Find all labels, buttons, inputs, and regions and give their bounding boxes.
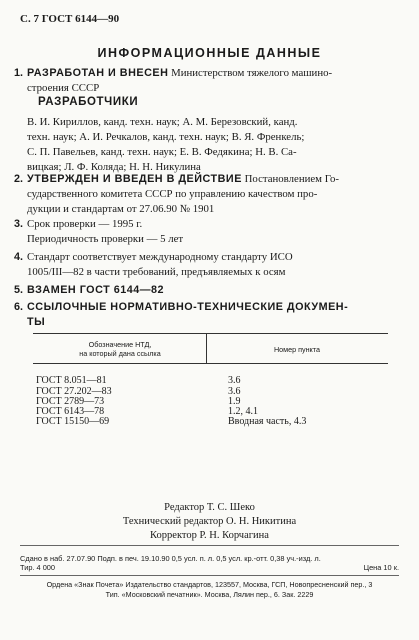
table-cell-item: 3.6 <box>228 386 241 397</box>
section-4 <box>14 250 399 280</box>
table-cell-document: ГОСТ 15150—69 <box>36 416 110 427</box>
section-number: 4. <box>14 251 24 263</box>
tech-editor-credit: Технический редактор О. Н. Никитина <box>122 516 297 527</box>
section-text: Постановлением Го- <box>244 173 339 185</box>
section-heading: ВЗАМЕН ГОСТ 6144—82 <box>27 284 165 296</box>
table-row <box>36 416 366 427</box>
imprint-bottom-rule <box>20 575 399 576</box>
developers-list <box>27 115 399 175</box>
imprint-line-1: Сдано в наб. 27.07.90 Подп. в печ. 19.10.90 0,5 усл. п. л. 0,5 усл. кр.-отт. 0,38 уч.-изд. л. <box>20 554 321 563</box>
publisher-line: Ордена «Знак Почета» Издательство стандартов, 123557, Москва, ГСП, Новопресненский пер., 3 <box>46 580 373 589</box>
page-header: С. 7 ГОСТ 6144—90 <box>20 13 120 25</box>
corrector-credit: Корректор Р. Н. Корчагина <box>150 530 269 541</box>
price: Цена 10 к. <box>363 563 399 572</box>
section-number: 3. <box>14 218 24 230</box>
table-row <box>36 375 366 386</box>
table-cell-document: ГОСТ 6143—78 <box>36 406 105 417</box>
section-number: 1. <box>14 67 24 79</box>
circulation: Тир. 4 000 <box>20 563 56 572</box>
section-text: Стандарт соответствует международному стандарту ИСО <box>27 251 293 263</box>
section-number: 6. <box>14 301 24 313</box>
imprint-line-2 <box>20 563 399 572</box>
review-date: Срок проверки — 1995 г. <box>27 218 143 230</box>
section-heading: ССЫЛОЧНЫЕ НОРМАТИВНО-ТЕХНИЧЕСКИЕ ДОКУМЕН- <box>27 301 349 313</box>
section-number: 5. <box>14 284 24 296</box>
imprint-top-rule <box>20 545 399 546</box>
section-5 <box>14 283 399 298</box>
section-text-line2: строения СССР <box>27 82 100 94</box>
table-header-line: на который дана ссылка <box>79 349 161 358</box>
table-cell-item: 1.9 <box>228 396 241 407</box>
printer-line: Тип. «Московский печатник». Москва, Лялин пер., 6. Зак. 2229 <box>105 590 314 599</box>
developers-line: техн. наук; А. И. Речкалов, канд. техн. наук; В. Я. Френкель; <box>27 131 305 143</box>
table-cell-item: 1.2, 4.1 <box>228 406 258 417</box>
section-text-line2: 1005/III—82 в части требований, предъявляемых к осям <box>27 266 286 278</box>
developers-line: С. П. Павельев, канд. техн. наук; Е. В. Федякина; Н. В. Са- <box>27 146 297 158</box>
section-heading-line2: ТЫ <box>27 316 46 328</box>
section-3 <box>14 217 399 247</box>
table-cell-item: Вводная часть, 4.3 <box>228 416 307 427</box>
section-heading: УТВЕРЖДЕН И ВВЕДЕН В ДЕЙСТВИЕ <box>27 173 242 185</box>
table-header-document <box>40 340 200 358</box>
table-cell-document: ГОСТ 27.202—83 <box>36 386 112 397</box>
developers-line: В. И. Кириллов, канд. техн. наук; А. М. Березовский, канд. <box>27 116 298 128</box>
section-heading: РАЗРАБОТАН И ВНЕСЕН <box>27 67 169 79</box>
developers-heading: РАЗРАБОТЧИКИ <box>38 96 139 108</box>
developers-line: вицкая; Л. Ф. Коляда; Н. Н. Никулина <box>27 161 201 173</box>
section-2 <box>14 172 399 217</box>
section-1 <box>14 66 399 96</box>
review-period: Периодичность проверки — 5 лет <box>27 233 184 245</box>
section-text-line2: сударственного комитета СССР по управлению качеством про- <box>27 188 318 200</box>
section-number: 2. <box>14 173 24 185</box>
section-text: Министерством тяжелого машино- <box>171 67 333 79</box>
table-header-line: Обозначение НТД, <box>88 340 152 349</box>
table-cell-document: ГОСТ 2789—73 <box>36 396 105 407</box>
table-cell-item: 3.6 <box>228 375 241 386</box>
section-text-line3: дукции и стандартам от 27.06.90 № 1901 <box>27 203 215 215</box>
table-top-rule <box>33 333 388 334</box>
table-header-item: Номер пункта <box>273 345 320 354</box>
editor-credit: Редактор Т. С. Шеко <box>164 502 255 513</box>
table-cell-document: ГОСТ 8.051—81 <box>36 375 107 386</box>
page-title: ИНФОРМАЦИОННЫЕ ДАННЫЕ <box>97 46 322 60</box>
section-6 <box>14 300 399 330</box>
table-header-rule <box>33 363 388 364</box>
table-divider <box>206 333 207 363</box>
